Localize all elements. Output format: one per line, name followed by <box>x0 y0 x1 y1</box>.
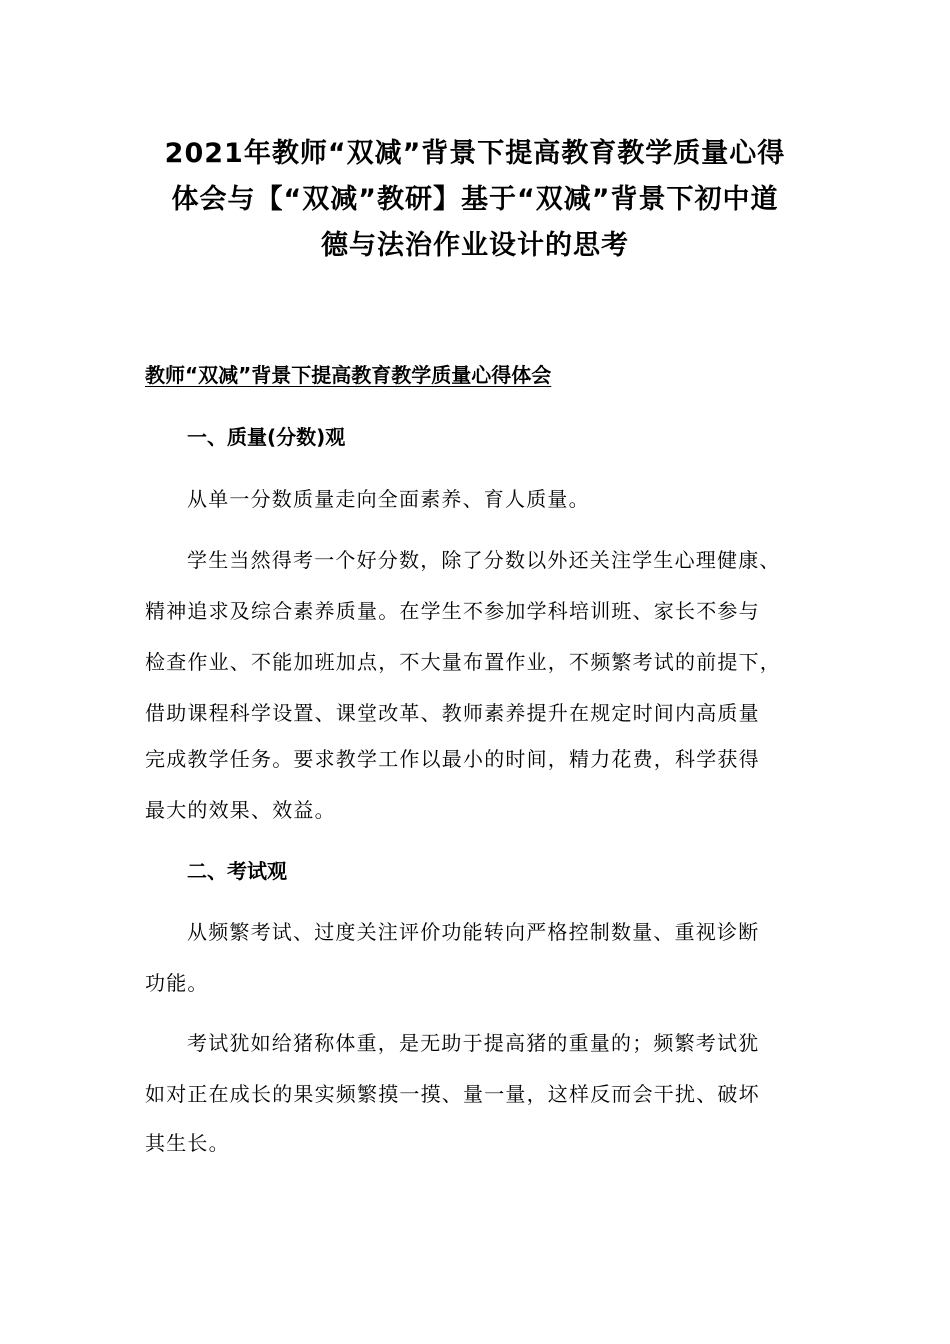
title-line: 体会与【“双减”教研】基于“双减”背景下初中道 <box>171 184 779 215</box>
paragraph-line: 借助课程科学设置、课堂改革、教师素养提升在规定时间内高质量 <box>145 701 760 725</box>
paragraph-line: 精神追求及综合素养质量。在学生不参加学科培训班、家长不参与 <box>145 599 760 623</box>
paragraph-line: 其生长。 <box>145 1131 230 1155</box>
section-heading: 教师“双减”背景下提高教育教学质量心得体会 <box>145 363 552 387</box>
paragraph-line: 从频繁考试、过度关注评价功能转向严格控制数量、重视诊断 <box>187 920 760 944</box>
paragraph-line: 从单一分数质量走向全面素养、育人质量。 <box>187 487 590 511</box>
paragraph-line: 功能。 <box>145 971 209 995</box>
subsection-heading-exam: 二、考试观 <box>187 859 287 883</box>
paragraph-line: 学生当然得考一个好分数，除了分数以外还关注学生心理健康、 <box>187 548 781 572</box>
title-line: 德与法治作业设计的思考 <box>321 230 629 261</box>
paragraph-line: 检查作业、不能加班加点，不大量布置作业，不频繁考试的前提下， <box>145 650 781 674</box>
subsection-heading-quality: 一、质量(分数)观 <box>187 425 346 449</box>
paragraph-line: 考试犹如给猪称体重，是无助于提高猪的重量的；频繁考试犹 <box>187 1031 760 1055</box>
paragraph-line: 完成教学任务。要求教学工作以最小的时间，精力花费，科学获得 <box>145 747 760 771</box>
paragraph-line: 如对正在成长的果实频繁摸一摸、量一量，这样反而会干扰、破坏 <box>145 1082 760 1106</box>
document-title <box>100 131 850 269</box>
paragraph-line: 最大的效果、效益。 <box>145 798 336 822</box>
title-line: 2021年教师“双减”背景下提高教育教学质量心得 <box>164 138 786 169</box>
